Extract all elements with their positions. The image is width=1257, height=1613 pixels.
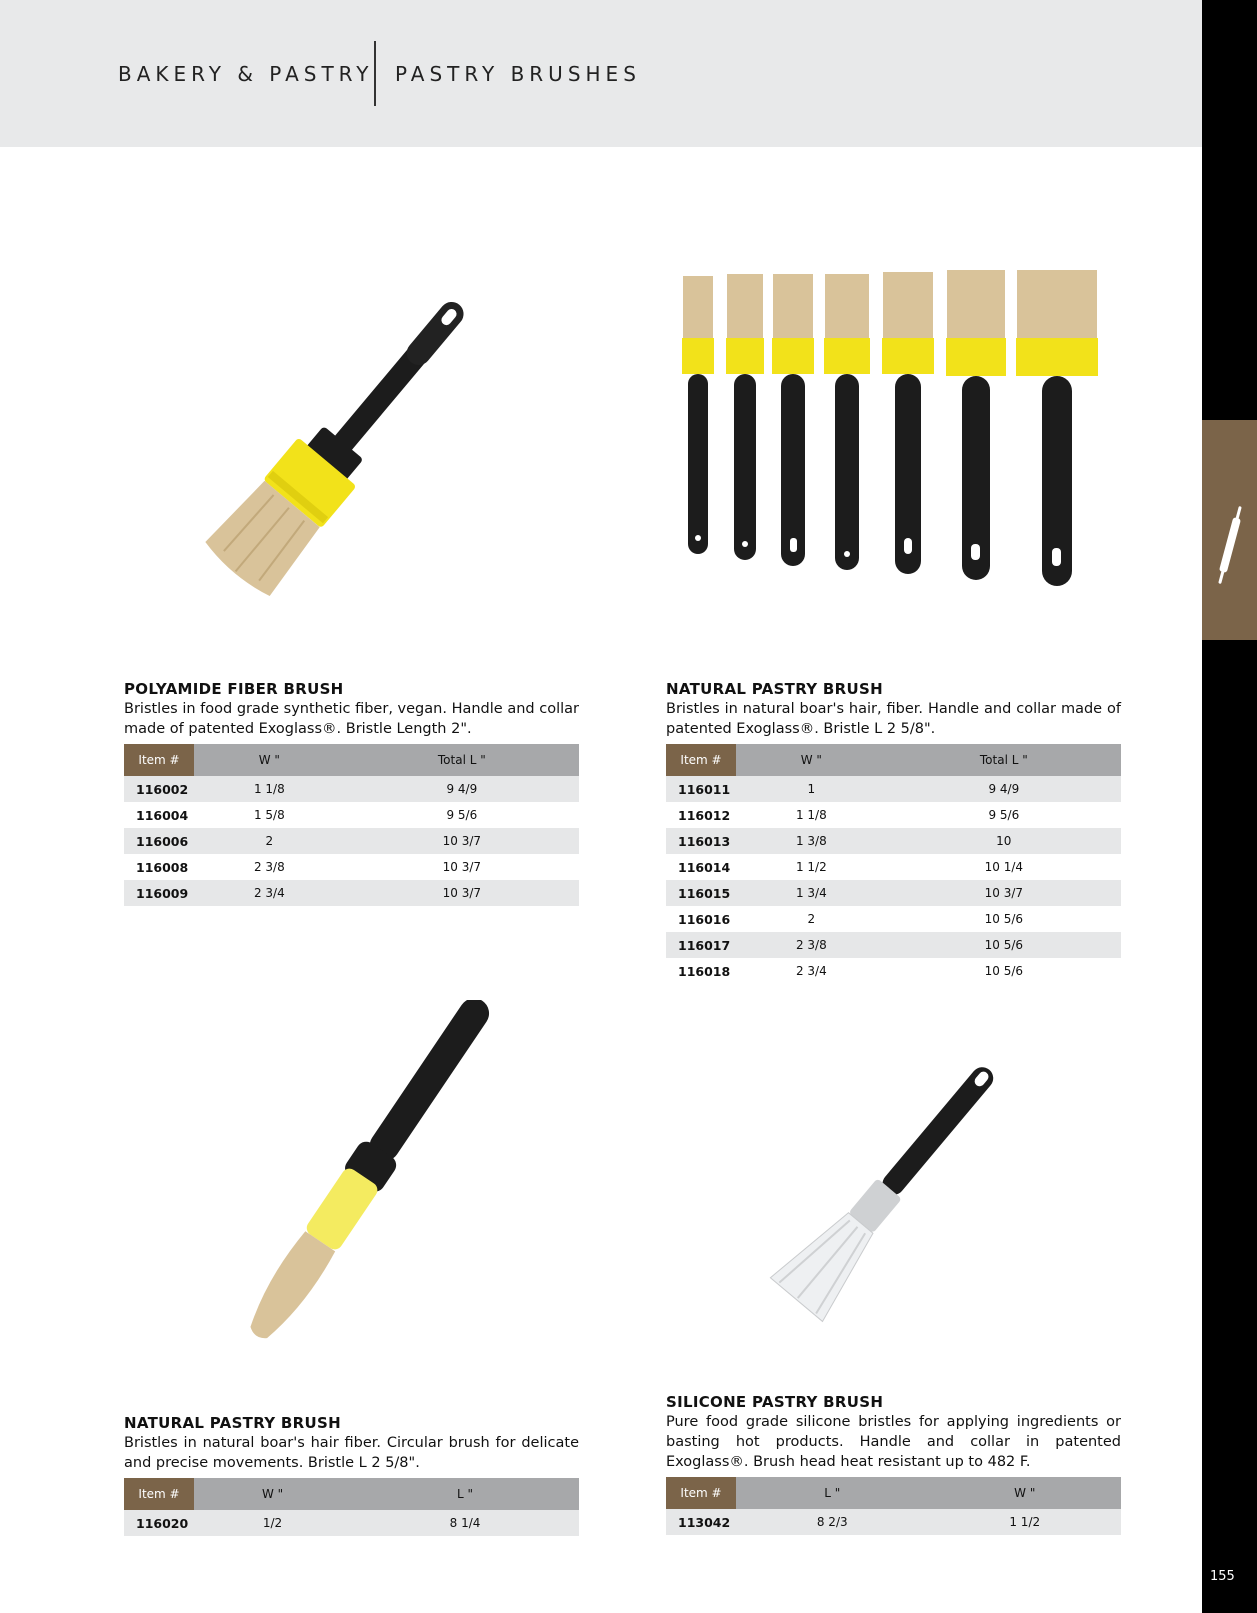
- silicone-brush-image: [720, 1050, 1040, 1350]
- table-row: [666, 1509, 1121, 1535]
- header-divider: [374, 41, 376, 106]
- spec-table: [124, 744, 579, 906]
- table-row: [666, 906, 1121, 932]
- col-length: Total L ": [345, 744, 579, 776]
- width-cell: 1 3/4: [736, 880, 887, 906]
- spec-table: [124, 1478, 579, 1536]
- polyamide-brush-image: [150, 270, 540, 600]
- item-code: 116004: [136, 807, 189, 823]
- item-code: 116002: [124, 776, 194, 802]
- width-cell: 2 3/8: [253, 860, 285, 874]
- col-width: W ": [194, 744, 345, 776]
- header-section: PASTRY BRUSHES: [395, 62, 641, 86]
- width-cell: 1 5/8: [253, 808, 285, 822]
- col-length: L ": [736, 1477, 929, 1509]
- product-natural-pastry-brush-round: [124, 1414, 579, 1536]
- width-cell: 2 3/4: [194, 880, 345, 906]
- product-natural-pastry-brush: [666, 680, 1121, 984]
- product-title: SILICONE PASTRY BRUSH: [666, 1393, 884, 1411]
- col-item: Item #: [666, 744, 736, 776]
- product-silicone-pastry-brush: [666, 1393, 1121, 1535]
- col-item: Item #: [124, 744, 194, 776]
- length-cell: 10 1/4: [984, 860, 1024, 874]
- width-cell: 1: [736, 776, 887, 802]
- item-code: 116009: [124, 880, 194, 906]
- brush-7: [1016, 270, 1098, 586]
- width-cell: 1 1/2: [929, 1509, 1122, 1535]
- table-row: [666, 880, 1121, 906]
- width-cell: 1 1/8: [194, 776, 345, 802]
- product-title: NATURAL PASTRY BRUSH: [666, 680, 883, 698]
- rolling-pin-icon: [1202, 420, 1257, 640]
- product-description: Bristles in food grade synthetic fiber, vegan. Handle and collar made of patented Exoglass®. Bristle Length 2".: [124, 701, 579, 737]
- table-row: [666, 958, 1121, 984]
- product-title: POLYAMIDE FIBER BRUSH: [124, 680, 344, 698]
- item-code: 116014: [678, 859, 731, 875]
- page-number: 155: [1210, 1569, 1235, 1584]
- table-row: [124, 828, 579, 854]
- brush-1: [682, 276, 714, 554]
- length-cell: 9 4/9: [887, 776, 1121, 802]
- spec-table: [666, 1477, 1121, 1535]
- col-width: W ": [929, 1477, 1122, 1509]
- width-cell: 1/2: [194, 1510, 351, 1536]
- item-code: 116016: [678, 911, 731, 927]
- length-cell: 10 3/7: [887, 880, 1121, 906]
- item-code: 116020: [124, 1510, 194, 1536]
- item-code: 116006: [124, 828, 194, 854]
- length-cell: 10 3/7: [442, 860, 482, 874]
- col-item: Item #: [124, 1478, 194, 1510]
- width-cell: 2 3/8: [736, 932, 887, 958]
- col-width: W ": [194, 1478, 351, 1510]
- length-cell: 10 5/6: [887, 932, 1121, 958]
- header-category: BAKERY & PASTRY: [118, 62, 374, 86]
- item-code: 116011: [666, 776, 736, 802]
- item-code: 116008: [136, 859, 189, 875]
- length-cell: 10: [887, 828, 1121, 854]
- section-tab[interactable]: [1202, 420, 1257, 640]
- width-cell: 2 3/4: [795, 964, 827, 978]
- table-row: [666, 828, 1121, 854]
- width-cell: 1 3/8: [736, 828, 887, 854]
- width-cell: 2: [194, 828, 345, 854]
- brush-3: [772, 274, 814, 566]
- item-code: 113042: [666, 1509, 736, 1535]
- product-title: NATURAL PASTRY BRUSH: [124, 1414, 341, 1432]
- spec-table: [666, 744, 1121, 984]
- right-sidebar: [1202, 0, 1257, 1613]
- width-cell: 1 1/8: [795, 808, 827, 822]
- item-code: 116012: [678, 807, 731, 823]
- width-cell: 1 1/2: [795, 860, 827, 874]
- col-length: Total L ": [887, 744, 1121, 776]
- item-code: 116013: [666, 828, 736, 854]
- brush-4: [824, 274, 870, 570]
- table-row: [666, 776, 1121, 802]
- brush-6: [946, 270, 1006, 580]
- item-code: 116018: [678, 963, 731, 979]
- product-description: Pure food grade silicone bristles for applying ingredients or basting hot products. Handle and collar in patented Exoglass®. Brush head heat resistant up to 482 F.: [666, 1414, 1121, 1470]
- length-cell: 9 5/6: [446, 808, 478, 822]
- table-row: [666, 854, 1121, 880]
- product-polyamide-fiber-brush: [124, 680, 579, 906]
- page-header: [0, 0, 1202, 147]
- table-row: [124, 1510, 579, 1536]
- length-cell: 8 2/3: [736, 1509, 929, 1535]
- length-cell: 8 1/4: [351, 1510, 579, 1536]
- table-row: [124, 776, 579, 802]
- col-item: Item #: [666, 1477, 736, 1509]
- length-cell: 9 4/9: [345, 776, 579, 802]
- brush-5: [882, 272, 934, 574]
- length-cell: 10 3/7: [345, 828, 579, 854]
- width-cell: 2: [807, 912, 816, 926]
- item-code: 116017: [666, 932, 736, 958]
- natural-brush-set-image: [660, 268, 1120, 598]
- item-code: 116015: [666, 880, 736, 906]
- product-description: Bristles in natural boar's hair, fiber. Handle and collar made of patented Exoglass®. Bristle L 2 5/8".: [666, 701, 1121, 737]
- length-cell: 10 5/6: [984, 912, 1024, 926]
- table-row: [124, 880, 579, 906]
- product-description: Bristles in natural boar's hair fiber. Circular brush for delicate and precise movements. Bristle L 2 5/8".: [124, 1435, 579, 1471]
- col-length: L ": [351, 1478, 579, 1510]
- brush-2: [726, 274, 764, 560]
- table-row: [124, 802, 579, 828]
- col-width: W ": [736, 744, 887, 776]
- round-brush-image: [180, 1000, 550, 1350]
- length-cell: 10 5/6: [984, 964, 1024, 978]
- table-row: [666, 932, 1121, 958]
- table-row: [666, 802, 1121, 828]
- length-cell: 9 5/6: [988, 808, 1020, 822]
- table-row: [124, 854, 579, 880]
- length-cell: 10 3/7: [345, 880, 579, 906]
